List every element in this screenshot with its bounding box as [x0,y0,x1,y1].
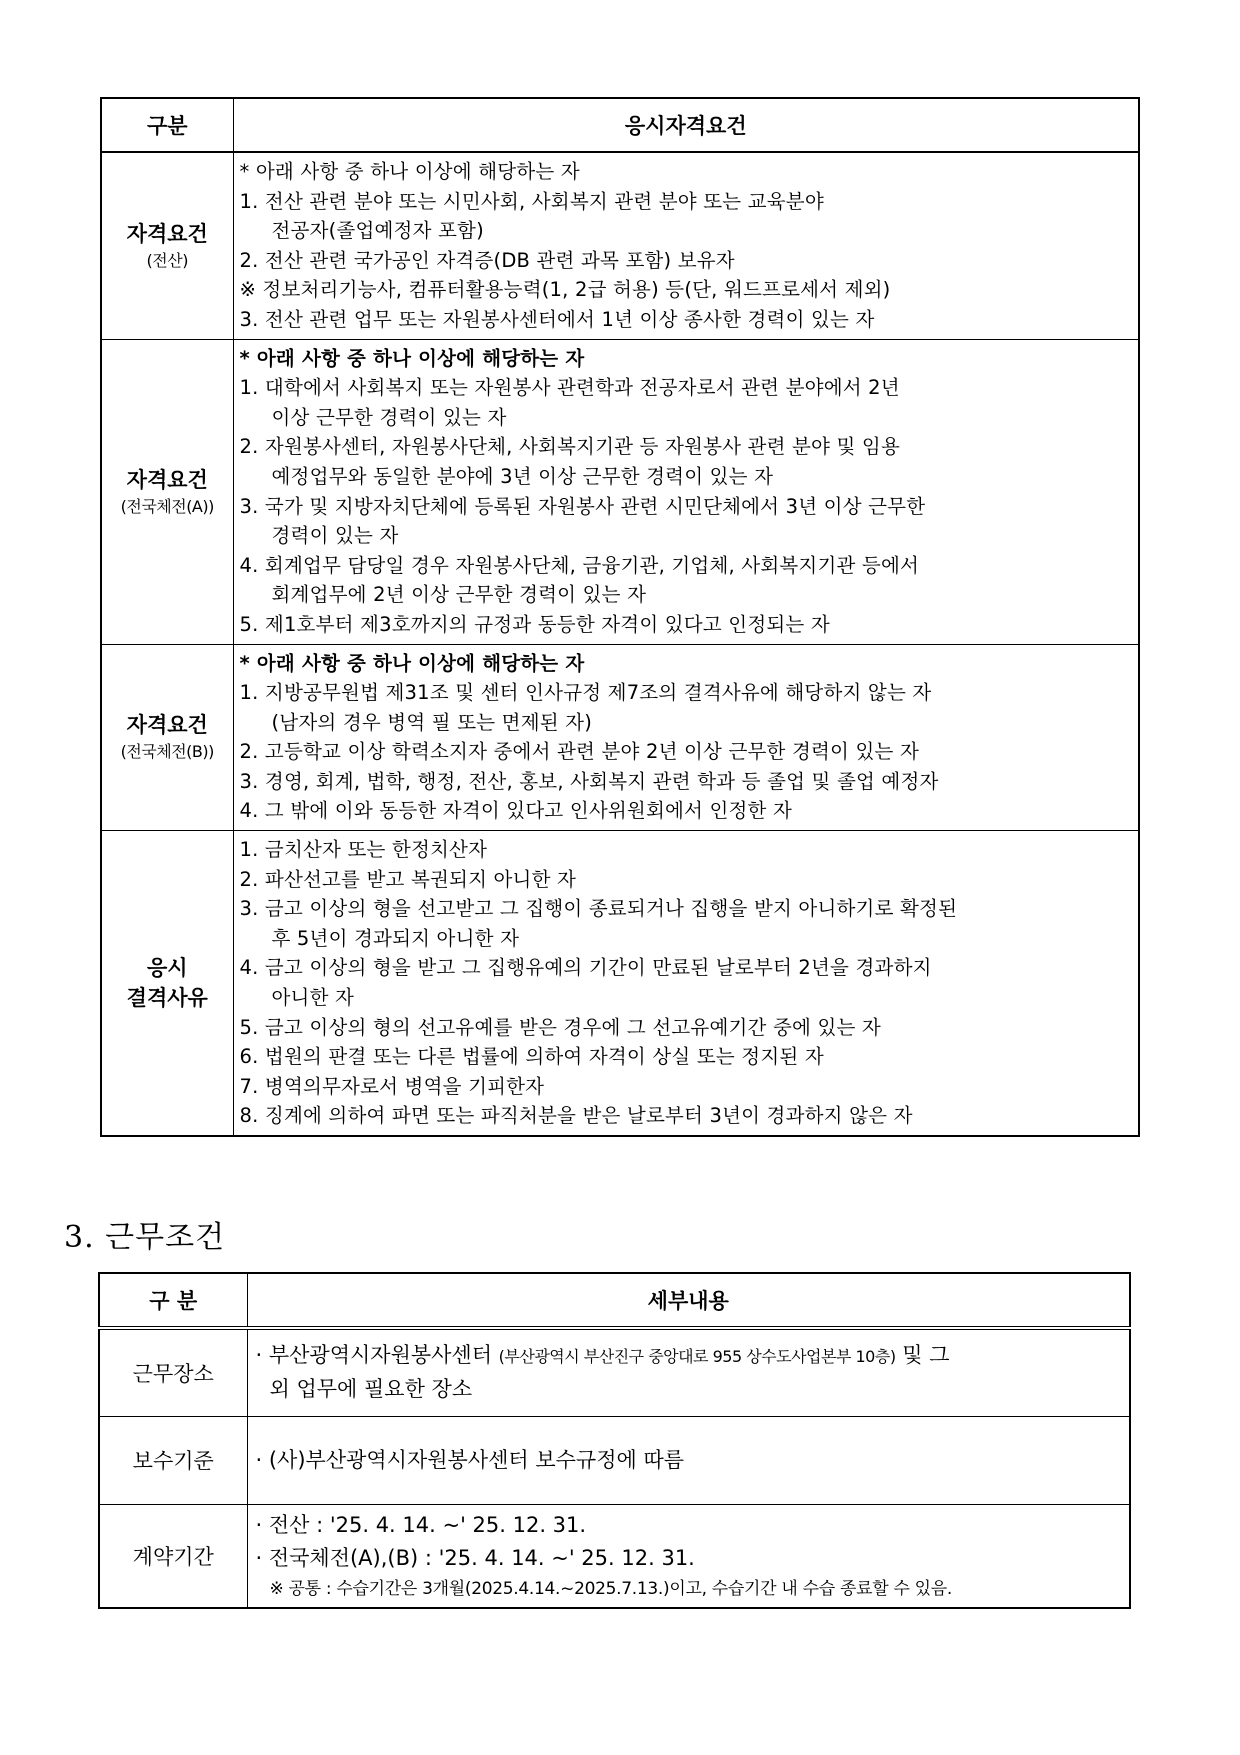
row-content-sports-a [233,339,1139,644]
requirement-line: 2. 고등학교 이상 학력소지자 중에서 관련 분야 2년 이상 근무한 경력이 있는 자 [239,740,920,764]
table-row [101,339,1139,644]
row-label-sub: (전국체전(B)) [120,742,214,762]
row-label-main: 응시 [146,956,188,981]
requirement-line: 아니한 자 [271,986,355,1010]
row-label-sports-b [101,644,233,831]
row-content-disqualification [233,831,1139,1136]
requirement-line: * 아래 사항 중 하나 이상에 해당하는 자 [239,651,585,675]
header-category: 구분 [101,98,233,152]
header-category: 구 분 [99,1273,247,1328]
row-label-main: 자격요건 [126,467,208,492]
row-label-main-2: 결격사유 [126,986,208,1011]
contract-line: · 전국체전(A),(B) : '25. 4. 14. ~' 25. 12. 31. [255,1545,695,1570]
row-content-workplace [247,1328,1130,1416]
row-label-it [101,152,233,339]
requirement-line: 4. 금고 이상의 형을 받고 그 집행유예의 기간이 만료된 날로부터 2년을 경과하지 [239,956,932,980]
row-label-sports-a [101,339,233,644]
requirement-line: 2. 파산선고를 받고 복권되지 아니한 자 [239,867,577,891]
workplace-text: · 부산광역시자원봉사센터 [255,1343,499,1368]
row-label-main: 자격요건 [126,713,208,738]
requirement-line: (남자의 경우 병역 필 또는 면제된 자) [271,710,593,734]
requirement-line: 1. 금치산자 또는 한정치산자 [239,838,488,862]
work-conditions-table [98,1272,1131,1609]
row-label-main: 자격요건 [126,221,208,246]
pay-line: · (사)부산광역시자원봉사센터 보수규정에 따름 [255,1447,685,1472]
requirement-line: 후 5년이 경과되지 아니한 자 [271,926,520,950]
requirement-line: 4. 회계업무 담당일 경우 자원봉사단체, 금융기관, 기업체, 사회복지기관 등에서 [239,553,920,577]
row-content-it [233,152,1139,339]
requirement-line: 이상 근무한 경력이 있는 자 [271,405,507,429]
requirement-line: 1. 대학에서 사회복지 또는 자원봉사 관련학과 전공자로서 관련 분야에서 2년 [239,376,900,400]
requirement-line: * 아래 사항 중 하나 이상에 해당하는 자 [239,346,585,370]
workplace-address: (부산광역시 부산진구 중앙대로 955 상수도사업본부 10층) [498,1347,896,1367]
row-content-contract [247,1504,1130,1608]
requirement-line: 2. 전산 관련 국가공인 자격증(DB 관련 과목 포함) 보유자 [239,248,735,272]
requirement-line: 1. 전산 관련 분야 또는 시민사회, 사회복지 관련 분야 또는 교육분야 [239,189,824,213]
requirement-line: 6. 법원의 판결 또는 다른 법률에 의하여 자격이 상실 또는 정지된 자 [239,1045,824,1069]
table-header-row [101,98,1139,152]
contract-note: ※ 공통 : 수습기간은 3개월(2025.4.14.~2025.7.13.)이고, 수습기간 내 수습 종료할 수 있음. [269,1578,953,1599]
requirement-line: 8. 징계에 의하여 파면 또는 파직처분을 받은 날로부터 3년이 경과하지 않은 자 [239,1104,913,1128]
contract-line: · 전산 : '25. 4. 14. ~' 25. 12. 31. [255,1512,587,1537]
table-row [101,644,1139,831]
requirement-line: 회계업무에 2년 이상 근무한 경력이 있는 자 [271,583,647,607]
requirement-line: 5. 제1호부터 제3호까지의 규정과 동등한 자격이 있다고 인정되는 자 [239,612,830,636]
requirement-line: 4. 그 밖에 이와 동등한 자격이 있다고 인사위원회에서 인정한 자 [239,799,793,823]
requirement-line: 7. 병역의무자로서 병역을 기피한자 [239,1074,545,1098]
workplace-text-tail: 및 그 [895,1343,950,1368]
row-label-workplace: 근무장소 [99,1328,247,1416]
requirement-line: * 아래 사항 중 하나 이상에 해당하는 자 [239,160,580,183]
table-row [101,152,1139,339]
requirement-line: 1. 지방공무원법 제31조 및 센터 인사규정 제7조의 결격사유에 해당하지 않는 자 [239,681,932,705]
row-label-sub: (전산) [146,250,188,270]
workplace-line: 외 업무에 필요한 장소 [269,1377,473,1402]
workplace-line [256,1339,1122,1373]
requirement-line: 3. 국가 및 지방자치단체에 등록된 자원봉사 관련 시민단체에서 3년 이상 근무한 [239,494,926,518]
requirement-line: 경력이 있는 자 [271,524,399,548]
requirement-line: 예정업무와 동일한 분야에 3년 이상 근무한 경력이 있는 자 [271,464,774,488]
row-label-pay: 보수기준 [99,1416,247,1504]
requirement-line: 전공자(졸업예정자 포함) [271,219,484,243]
header-requirements: 응시자격요건 [233,98,1139,152]
table-row [101,831,1139,1136]
requirement-line: 5. 금고 이상의 형의 선고유예를 받은 경우에 그 선고유예기간 중에 있는 자 [239,1015,881,1039]
table-row [99,1416,1130,1504]
requirement-line: 3. 경영, 회계, 법학, 행정, 전산, 홍보, 사회복지 관련 학과 등 졸업 및 졸업 예정자 [239,769,939,793]
row-content-pay [247,1416,1130,1504]
row-label-sub: (전국체전(A)) [120,496,214,516]
table-header-row [99,1273,1130,1328]
row-label-disqualification [101,831,233,1136]
section-heading-work-conditions: 3. 근무조건 [64,1220,226,1255]
requirement-line: 3. 금고 이상의 형을 선고받고 그 집행이 종료되거나 집행을 받지 아니하기로 확정된 [239,897,958,921]
requirement-line: 2. 자원봉사센터, 자원봉사단체, 사회복지기관 등 자원봉사 관련 분야 및 임용 [239,435,900,459]
requirement-line: 3. 전산 관련 업무 또는 자원봉사센터에서 1년 이상 종사한 경력이 있는 자 [239,307,875,331]
row-label-contract: 계약기간 [99,1504,247,1608]
row-content-sports-b [233,644,1139,831]
requirement-line: ※ 정보처리기능사, 컴퓨터활용능력(1, 2급 허용) 등(단, 워드프로세서 제외) [239,278,891,302]
table-row [99,1328,1130,1416]
header-details: 세부내용 [247,1273,1130,1328]
qualification-table [100,97,1140,1137]
table-row [99,1504,1130,1608]
